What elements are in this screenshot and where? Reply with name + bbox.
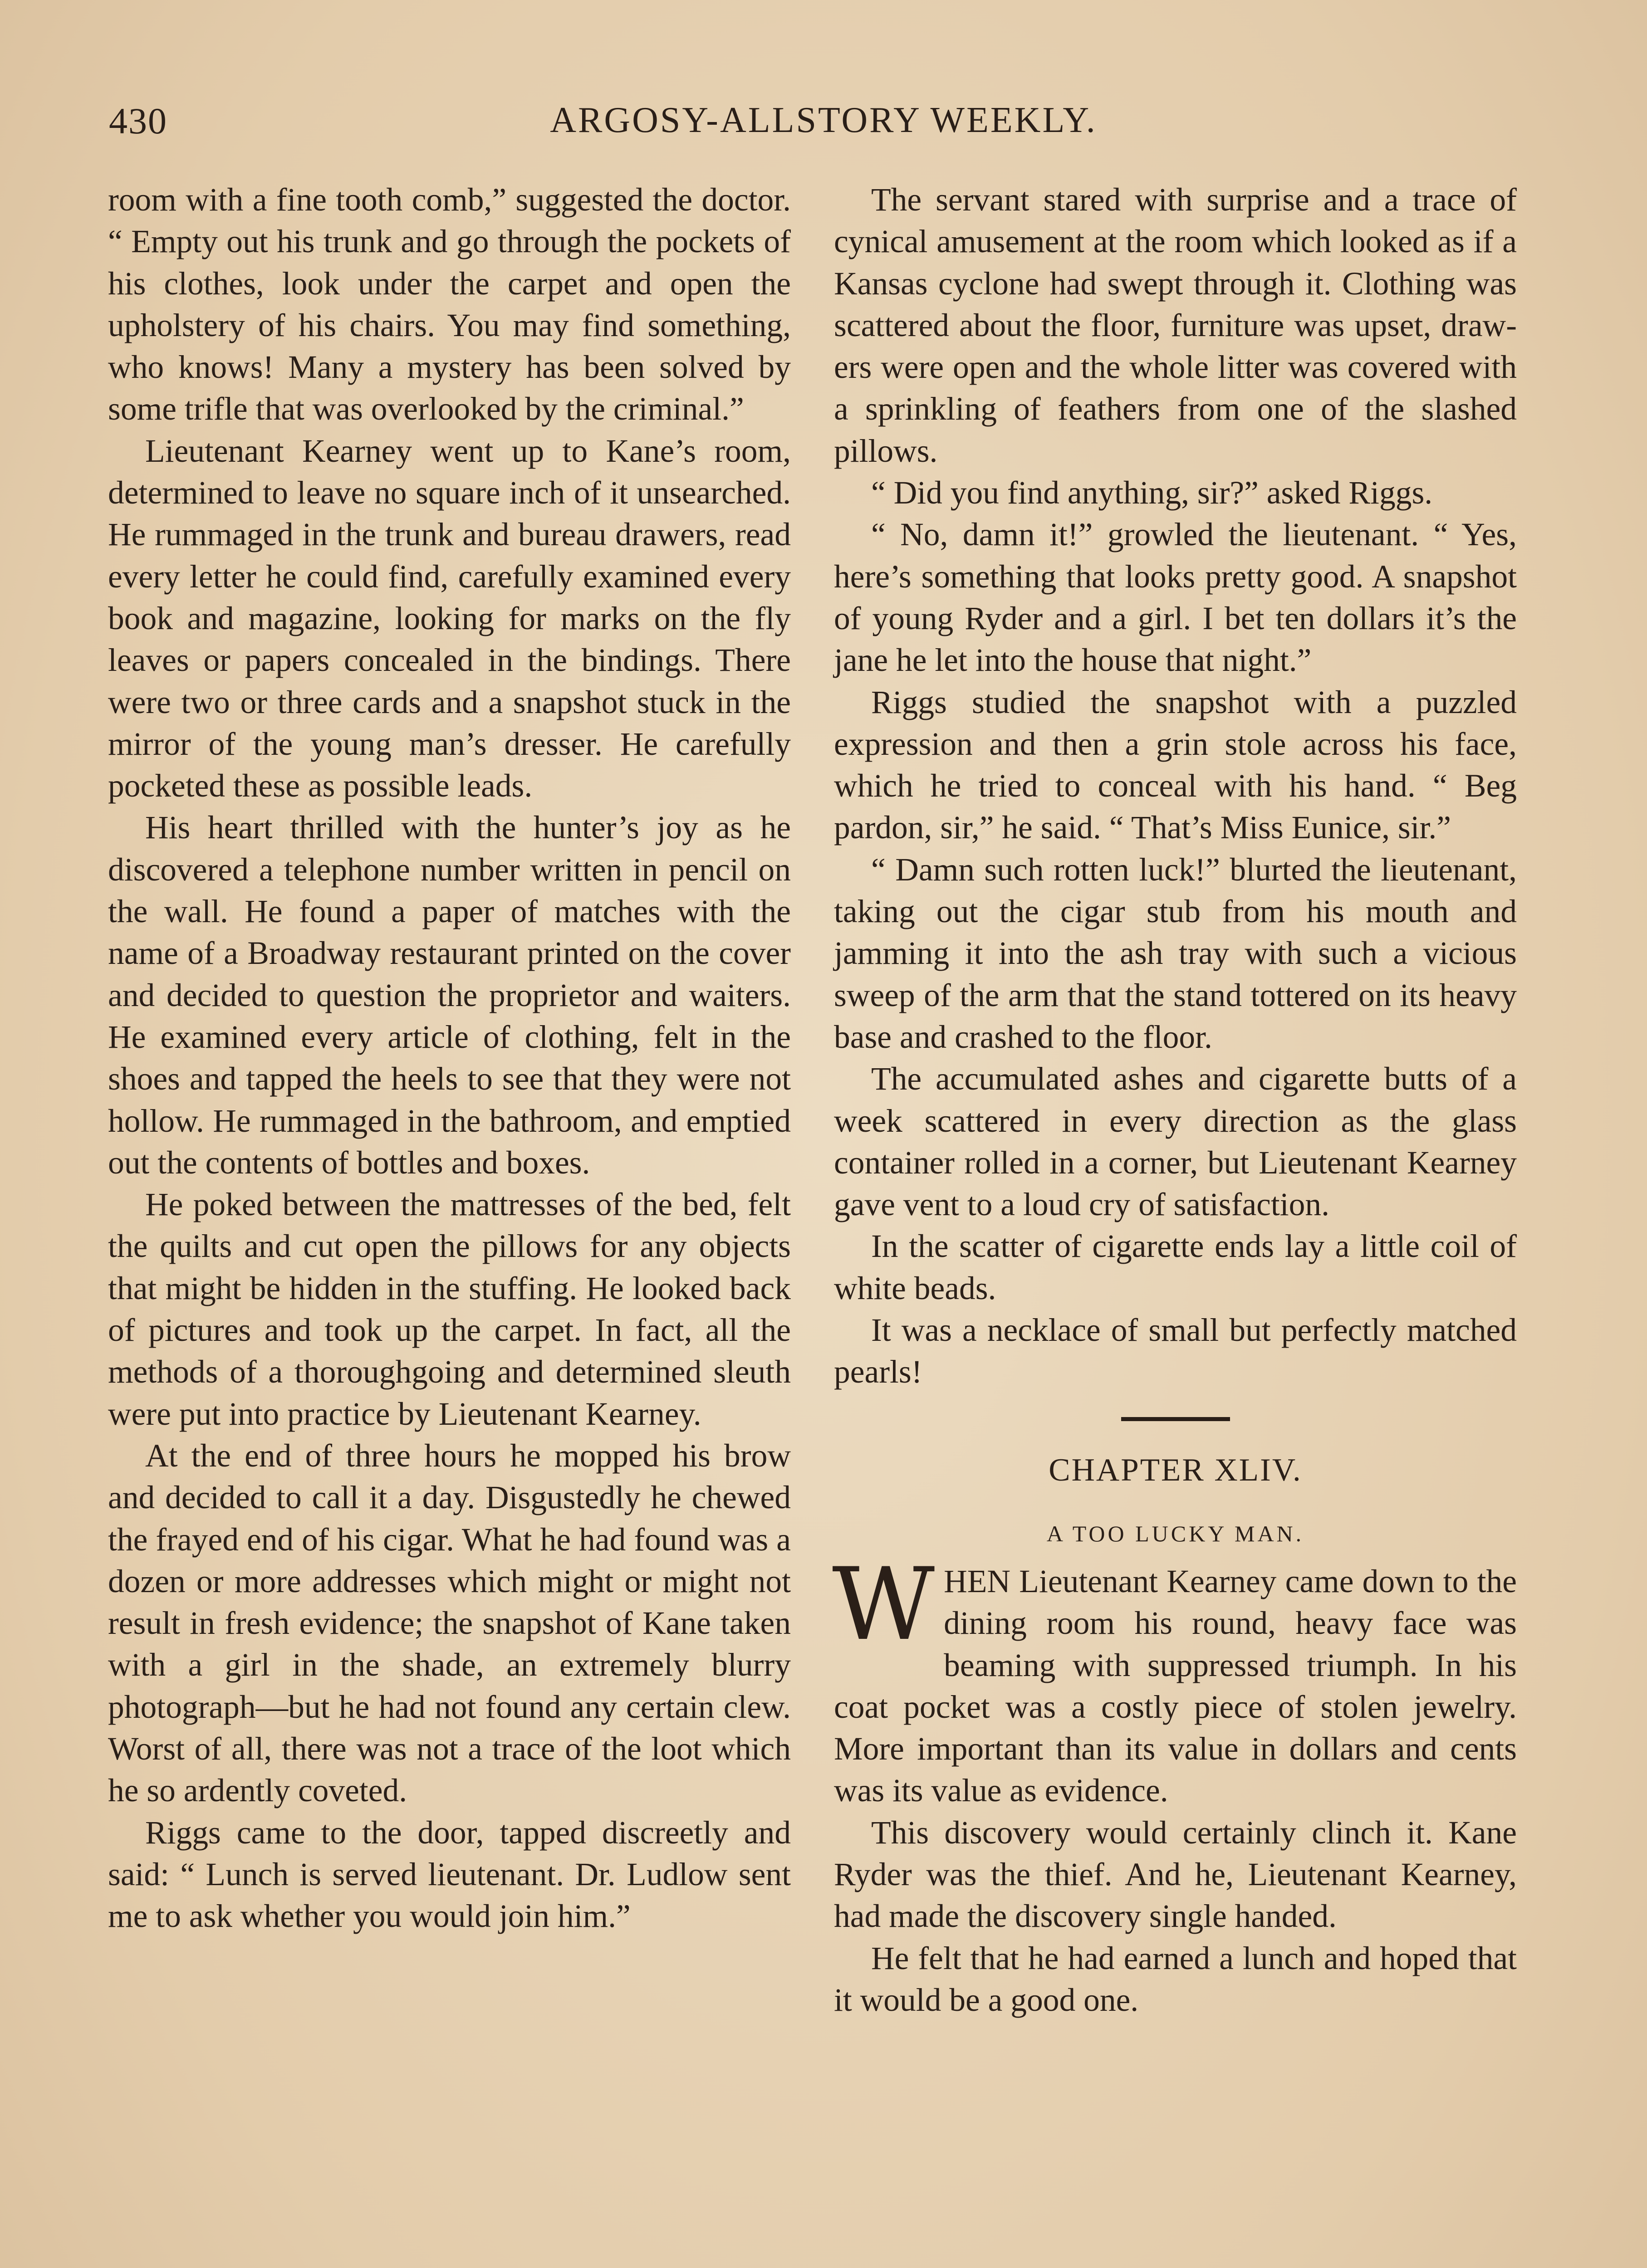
- paragraph: “ Did you find anything, sir?” asked Riggs.: [871, 475, 1433, 511]
- paragraph: Riggs came to the door, tapped discreetly and said: “ Lunch is served lieutenant. Dr. Ludlow sent me to ask whether you would join him.”: [108, 1814, 791, 1935]
- paragraph: “ Damn such rotten luck!” blurted the lieutenant, taking out the cigar stub from his mouth and jamming it into the ash tray with such a vicious sweep of the arm that the stand tottered on its heavy base and crashed to the floor.: [834, 851, 1517, 1055]
- paragraph: The accumulated ashes and cigarette butts of a week scattered in every direction as the glass container rolled in a corner, but Lieutenant Kearney gave vent to a loud cry of satisfaction.: [834, 1061, 1517, 1223]
- paragraph: He felt that he had earned a lunch and hoped that it would be a good one.: [834, 1940, 1517, 2018]
- right-column: [834, 179, 1517, 2021]
- paragraph: In the scatter of cigarette ends lay a little coil of white beads.: [834, 1228, 1517, 1306]
- paragraph: It was a necklace of small but perfectly matched pearls!: [834, 1312, 1517, 1390]
- dropcap-paragraph: [832, 1546, 1517, 1812]
- chapter-heading: CHAPTER XLIV.: [1049, 1452, 1302, 1488]
- paragraph: room with a fine tooth comb,” suggested the doctor. “ Empty out his trunk and go through the pockets of his clothes, look under the carpet and open the upholstery of his chairs. You may find something, who knows! Many a mystery has been solved by some trifle that was overlooked by the criminal.”: [108, 182, 791, 427]
- left-column: [108, 179, 791, 1937]
- paragraph: He poked between the mattresses of the bed, felt the quilts and cut open the pillows for any objects that might be hidden in the stuffing. He looked back of pictures and took up the carpet. In fact, all the methods of a thoroughgoing and determined sleuth were put into practice by Lieutenant Kearney.: [108, 1187, 791, 1432]
- section-divider: [1121, 1417, 1230, 1421]
- drop-cap: W: [832, 1546, 935, 1662]
- running-title: ARGOSY-ALLSTORY WEEKLY.: [550, 100, 1097, 140]
- page-number: 430: [109, 100, 167, 142]
- paragraph: Lieutenant Kearney went up to Kane’s room, determined to leave no square inch of it unsearched. He rummaged in the trunk and bureau drawers, read every letter he could find, carefully examined every book and magazine, looking for marks on the fly leaves or papers concealed in the bindings. There were two or three cards and a snapshot stuck in the mirror of the young man’s dresser. He carefully pocketed these as possible leads.: [108, 433, 791, 804]
- page-header: [109, 100, 1538, 150]
- paragraph: “ No, damn it!” growled the lieutenant. “ Yes, here’s something that looks pretty good. A snapshot of young Ryder and a girl. I bet ten dollars it’s the jane he let into the house that night.”: [834, 517, 1517, 679]
- paragraph: At the end of three hours he mopped his brow and decided to call it a day. Disgustedly he chewed the frayed end of his cigar. What he had found was a dozen or more addresses which might or might not result in fresh evidence; the snapshot of Kane taken with a girl in the shade, an extremely blurry photograph—but he had not found any certain clew. Worst of all, there was not a trace of the loot which he so ardently coveted.: [108, 1437, 791, 1809]
- chapter-subtitle: A TOO LUCKY MAN.: [1046, 1520, 1304, 1546]
- dropcap-paragraph-text: HEN Lieutenant Kearney came down to the dining room his round, heavy face was beaming with suppressed triumph. In his coat pocket was a costly piece of stolen jewelry. More important than its value in dollars and cents was its value as evidence.: [834, 1563, 1517, 1809]
- paragraph: His heart thrilled with the hunter’s joy as he discovered a telephone number written in pencil on the wall. He found a paper of matches with the name of a Broadway restaurant printed on the cover and decided to question the proprietor and waiters. He examined every article of clothing, felt in the shoes and tapped the heels to see that they were not hollow. He rummaged in the bathroom, and emptied out the contents of bottles and boxes.: [108, 810, 791, 1181]
- paragraph: This discovery would certainly clinch it. Kane Ryder was the thief. And he, Lieutenant Kearney, had made the discovery single handed.: [834, 1814, 1517, 1935]
- paragraph: The servant stared with surprise and a trace of cynical amusement at the room which looked as if a Kansas cyclone had swept through it. Clothing was scattered about the floor, furniture was upset, drawers were open and the whole litter was covered with a sprinkling of feathers from one of the slashed pillows.: [834, 182, 1517, 469]
- paragraph: Riggs studied the snapshot with a puzzled expression and then a grin stole across his face, which he tried to conceal with his hand. “ Beg pardon, sir,” he said. “ That’s Miss Eunice, sir.”: [834, 684, 1517, 846]
